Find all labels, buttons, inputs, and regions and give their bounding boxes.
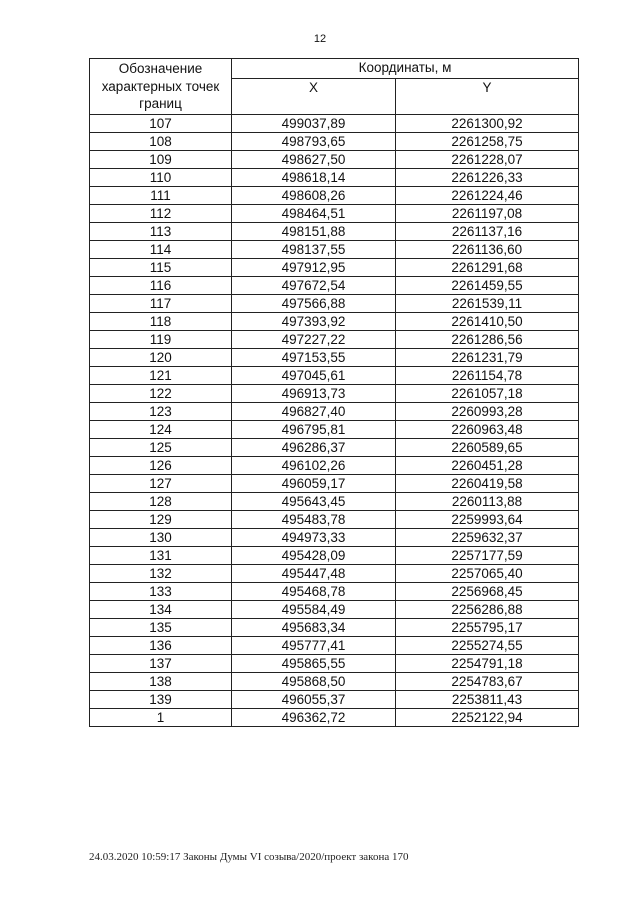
y-cell: 2254783,67 xyxy=(396,672,579,690)
table-row xyxy=(90,690,579,708)
point-cell: 117 xyxy=(90,294,232,312)
table-row xyxy=(90,114,579,132)
x-cell: 496362,72 xyxy=(232,708,396,726)
point-cell: 134 xyxy=(90,600,232,618)
y-cell: 2261154,78 xyxy=(396,366,579,384)
table-row xyxy=(90,636,579,654)
point-cell: 114 xyxy=(90,240,232,258)
point-cell: 113 xyxy=(90,222,232,240)
y-cell: 2261459,55 xyxy=(396,276,579,294)
table-row xyxy=(90,348,579,366)
page-number: 12 xyxy=(313,33,327,45)
y-cell: 2261300,92 xyxy=(396,114,579,132)
x-cell: 498627,50 xyxy=(232,150,396,168)
y-cell: 2261136,60 xyxy=(396,240,579,258)
table-row xyxy=(90,312,579,330)
y-cell: 2257177,59 xyxy=(396,546,579,564)
y-cell: 2256286,88 xyxy=(396,600,579,618)
x-cell: 495584,49 xyxy=(232,600,396,618)
coordinates-header: Координаты, м xyxy=(232,59,579,79)
x-cell: 497045,61 xyxy=(232,366,396,384)
x-cell: 494973,33 xyxy=(232,528,396,546)
x-cell: 496913,73 xyxy=(232,384,396,402)
point-cell: 129 xyxy=(90,510,232,528)
y-header: Y xyxy=(396,78,579,114)
table-row xyxy=(90,564,579,582)
table-row xyxy=(90,330,579,348)
x-cell: 496102,26 xyxy=(232,456,396,474)
point-cell: 131 xyxy=(90,546,232,564)
table-row xyxy=(90,204,579,222)
point-cell: 111 xyxy=(90,186,232,204)
table-row xyxy=(90,708,579,726)
y-cell: 2261226,33 xyxy=(396,168,579,186)
x-cell: 498793,65 xyxy=(232,132,396,150)
y-cell: 2255274,55 xyxy=(396,636,579,654)
table-row xyxy=(90,474,579,492)
table-row xyxy=(90,600,579,618)
table-row xyxy=(90,618,579,636)
y-cell: 2259993,64 xyxy=(396,510,579,528)
x-cell: 495777,41 xyxy=(232,636,396,654)
table-row xyxy=(90,456,579,474)
y-cell: 2261231,79 xyxy=(396,348,579,366)
y-cell: 2259632,37 xyxy=(396,528,579,546)
table-row xyxy=(90,438,579,456)
y-cell: 2261258,75 xyxy=(396,132,579,150)
y-cell: 2252122,94 xyxy=(396,708,579,726)
y-cell: 2260589,65 xyxy=(396,438,579,456)
point-cell: 118 xyxy=(90,312,232,330)
point-cell: 1 xyxy=(90,708,232,726)
point-cell: 119 xyxy=(90,330,232,348)
table-row xyxy=(90,222,579,240)
point-designation-header: Обозначение характерных точек границ xyxy=(90,59,232,115)
table-header xyxy=(90,59,579,115)
table-row xyxy=(90,546,579,564)
x-cell: 497227,22 xyxy=(232,330,396,348)
table-row xyxy=(90,420,579,438)
x-cell: 495483,78 xyxy=(232,510,396,528)
table-row xyxy=(90,186,579,204)
table-row xyxy=(90,168,579,186)
point-cell: 127 xyxy=(90,474,232,492)
point-cell: 133 xyxy=(90,582,232,600)
point-cell: 125 xyxy=(90,438,232,456)
y-cell: 2261057,18 xyxy=(396,384,579,402)
table-row xyxy=(90,132,579,150)
x-cell: 496827,40 xyxy=(232,402,396,420)
point-cell: 135 xyxy=(90,618,232,636)
x-cell: 498151,88 xyxy=(232,222,396,240)
point-cell: 107 xyxy=(90,114,232,132)
table-row xyxy=(90,510,579,528)
x-cell: 498464,51 xyxy=(232,204,396,222)
y-cell: 2260993,28 xyxy=(396,402,579,420)
y-cell: 2261539,11 xyxy=(396,294,579,312)
x-cell: 497393,92 xyxy=(232,312,396,330)
point-cell: 139 xyxy=(90,690,232,708)
point-cell: 110 xyxy=(90,168,232,186)
point-cell: 130 xyxy=(90,528,232,546)
y-cell: 2261410,50 xyxy=(396,312,579,330)
x-cell: 497153,55 xyxy=(232,348,396,366)
point-cell: 132 xyxy=(90,564,232,582)
document-footer: 24.03.2020 10:59:17 Законы Думы VI созыва/2020/проект закона 170 xyxy=(89,851,409,863)
x-cell: 496059,17 xyxy=(232,474,396,492)
point-cell: 116 xyxy=(90,276,232,294)
y-cell: 2261228,07 xyxy=(396,150,579,168)
y-cell: 2260419,58 xyxy=(396,474,579,492)
table-header-row xyxy=(90,59,579,79)
y-cell: 2260451,28 xyxy=(396,456,579,474)
table-row xyxy=(90,258,579,276)
x-cell: 497566,88 xyxy=(232,294,396,312)
y-cell: 2256968,45 xyxy=(396,582,579,600)
coordinates-table xyxy=(89,58,579,727)
x-cell: 497672,54 xyxy=(232,276,396,294)
table-row xyxy=(90,528,579,546)
point-cell: 108 xyxy=(90,132,232,150)
point-cell: 121 xyxy=(90,366,232,384)
x-cell: 495865,55 xyxy=(232,654,396,672)
point-cell: 120 xyxy=(90,348,232,366)
point-cell: 126 xyxy=(90,456,232,474)
point-cell: 123 xyxy=(90,402,232,420)
x-cell: 496286,37 xyxy=(232,438,396,456)
x-cell: 498618,14 xyxy=(232,168,396,186)
x-cell: 495447,48 xyxy=(232,564,396,582)
x-cell: 499037,89 xyxy=(232,114,396,132)
x-cell: 498137,55 xyxy=(232,240,396,258)
y-cell: 2255795,17 xyxy=(396,618,579,636)
table-row xyxy=(90,492,579,510)
x-cell: 498608,26 xyxy=(232,186,396,204)
y-cell: 2261197,08 xyxy=(396,204,579,222)
y-cell: 2261286,56 xyxy=(396,330,579,348)
table-row xyxy=(90,276,579,294)
x-cell: 495643,45 xyxy=(232,492,396,510)
x-cell: 496795,81 xyxy=(232,420,396,438)
table-row xyxy=(90,240,579,258)
table-row xyxy=(90,366,579,384)
table-row xyxy=(90,402,579,420)
point-cell: 124 xyxy=(90,420,232,438)
point-cell: 112 xyxy=(90,204,232,222)
y-cell: 2254791,18 xyxy=(396,654,579,672)
point-cell: 136 xyxy=(90,636,232,654)
x-cell: 495683,34 xyxy=(232,618,396,636)
table-row xyxy=(90,582,579,600)
y-cell: 2261291,68 xyxy=(396,258,579,276)
y-cell: 2257065,40 xyxy=(396,564,579,582)
x-cell: 497912,95 xyxy=(232,258,396,276)
x-cell: 495428,09 xyxy=(232,546,396,564)
table-row xyxy=(90,294,579,312)
table-row xyxy=(90,654,579,672)
point-cell: 122 xyxy=(90,384,232,402)
y-cell: 2253811,43 xyxy=(396,690,579,708)
y-cell: 2260963,48 xyxy=(396,420,579,438)
y-cell: 2260113,88 xyxy=(396,492,579,510)
point-cell: 128 xyxy=(90,492,232,510)
point-cell: 137 xyxy=(90,654,232,672)
point-cell: 109 xyxy=(90,150,232,168)
point-cell: 115 xyxy=(90,258,232,276)
table-body xyxy=(90,114,579,726)
point-cell: 138 xyxy=(90,672,232,690)
table-row xyxy=(90,672,579,690)
y-cell: 2261224,46 xyxy=(396,186,579,204)
table-row xyxy=(90,384,579,402)
x-header: X xyxy=(232,78,396,114)
x-cell: 496055,37 xyxy=(232,690,396,708)
table-row xyxy=(90,150,579,168)
x-cell: 495868,50 xyxy=(232,672,396,690)
x-cell: 495468,78 xyxy=(232,582,396,600)
y-cell: 2261137,16 xyxy=(396,222,579,240)
